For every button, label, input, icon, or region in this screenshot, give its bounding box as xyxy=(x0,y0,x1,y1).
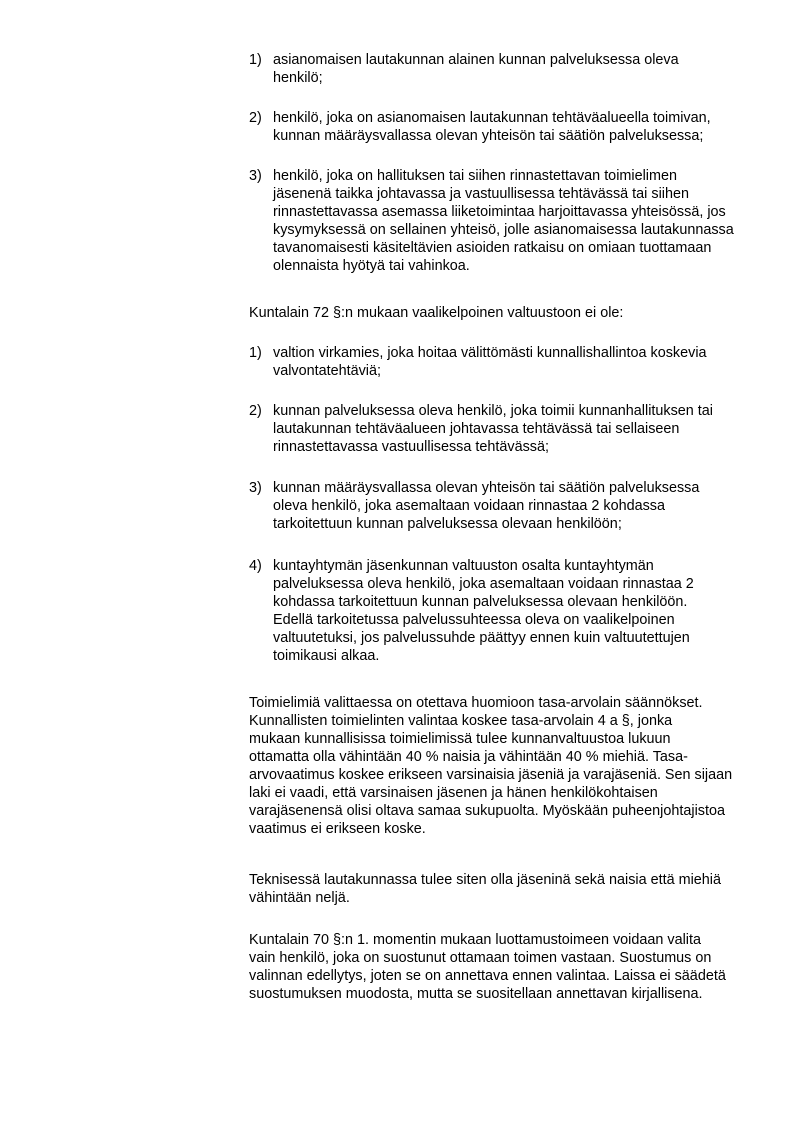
list-number: 1) xyxy=(249,52,262,68)
text-line: laki ei vaadi, että varsinaisen jäsenen ja hänen henkilökohtaisen xyxy=(249,785,658,801)
text-line: toimikausi alkaa. xyxy=(273,648,380,664)
list-2-item-2 xyxy=(249,402,749,456)
list-2-item-1 xyxy=(249,344,749,380)
text-line: mukaan kunnallisissa toimielimissä tulee kunnanvaltuustoa lukuun xyxy=(249,731,671,747)
text-line: jäsenenä taikka johtavassa ja vastuullisessa tehtävässä tai siihen xyxy=(273,186,689,202)
text-line: asianomaisen lautakunnan alainen kunnan palveluksessa oleva xyxy=(273,52,679,68)
list-1-item-3 xyxy=(249,167,749,275)
list-number: 3) xyxy=(249,168,262,184)
text-line: Teknisessä lautakunnassa tulee siten olla jäseninä sekä naisia että miehiä xyxy=(249,872,721,888)
text-line: valvontatehtäviä; xyxy=(273,363,382,379)
list-number: 4) xyxy=(249,558,262,574)
paragraph-equality xyxy=(249,694,749,838)
text-line: valinnan edellytys, joten se on annettava ennen valintaa. Laissa ei säädetä xyxy=(249,968,726,984)
text-line: Kunnallisten toimielinten valintaa koskee tasa-arvolain 4 a §, jonka xyxy=(249,713,673,729)
text-line: kunnan määräysvallassa olevan yhteisön tai säätiön palveluksessa; xyxy=(273,128,704,144)
paragraph-consent xyxy=(249,931,749,1003)
text-line: rinnastettavassa vastuullisessa tehtävässä; xyxy=(273,439,549,455)
text-line: henkilö, joka on hallituksen tai siihen rinnastettavan toimielimen xyxy=(273,168,677,184)
text-line: oleva henkilö, joka asemaltaan voidaan rinnastaa 2 kohdassa xyxy=(273,498,666,514)
text-line: vain henkilö, joka on suostunut ottamaan toimen vastaan. Suostumus on xyxy=(249,950,712,966)
list-1-item-2 xyxy=(249,109,749,145)
text-line: kunnan määräysvallassa olevan yhteisön tai säätiön palveluksessa xyxy=(273,480,700,496)
list-2-item-3 xyxy=(249,479,749,533)
text-line: Kuntalain 70 §:n 1. momentin mukaan luottamustoimeen voidaan valita xyxy=(249,932,701,948)
text-line: ottamatta olla vähintään 40 % naisia ja vähintään 40 % miehiä. Tasa- xyxy=(249,749,688,765)
text-line: lautakunnan tehtäväalueen johtavassa tehtävässä tai sellaiseen xyxy=(273,421,680,437)
text-line: Toimielimiä valittaessa on otettava huomioon tasa-arvolain säännökset. xyxy=(249,695,703,711)
text-line: kunnan palveluksessa oleva henkilö, joka toimii kunnanhallituksen tai xyxy=(273,403,713,419)
text-line: Edellä tarkoitetussa palvelussuhteessa oleva on vaalikelpoinen xyxy=(273,612,675,628)
list-number: 2) xyxy=(249,110,262,126)
list-1-item-1 xyxy=(249,51,749,87)
text-line: palveluksessa oleva henkilö, joka asemaltaan voidaan rinnastaa 2 xyxy=(273,576,694,592)
list-number: 1) xyxy=(249,345,262,361)
text-line: Kuntalain 72 §:n mukaan vaalikelpoinen valtuustoon ei ole: xyxy=(249,305,624,321)
list-number: 2) xyxy=(249,403,262,419)
text-line: varajäsenensä olisi oltava samaa sukupuolta. Myöskään puheenjohtajistoa xyxy=(249,803,725,819)
paragraph-eligibility-intro xyxy=(249,304,749,322)
text-line: valtuutetuksi, jos palvelussuhde päättyy ennen kuin valtuutettujen xyxy=(273,630,690,646)
text-line: suostumuksen muodosta, mutta se suositellaan annettavan kirjallisena. xyxy=(249,986,703,1002)
list-number: 3) xyxy=(249,480,262,496)
text-line: valtion virkamies, joka hoitaa välittömästi kunnallishallintoa koskevia xyxy=(273,345,707,361)
list-2-item-4 xyxy=(249,557,749,665)
text-line: tarkoitettuun kunnan palveluksessa olevaan henkilöön; xyxy=(273,516,622,532)
text-line: kohdassa tarkoitettuun kunnan palveluksessa olevaan henkilöön. xyxy=(273,594,688,610)
text-line: vaatimus ei erikseen koske. xyxy=(249,821,426,837)
text-line: arvovaatimus koskee erikseen varsinaisia jäseniä ja varajäseniä. Sen sijaan xyxy=(249,767,733,783)
text-line: kuntayhtymän jäsenkunnan valtuuston osalta kuntayhtymän xyxy=(273,558,654,574)
text-line: vähintään neljä. xyxy=(249,890,350,906)
text-line: rinnastettavassa asemassa liiketoimintaa harjoittavassa yhteisössä, jos xyxy=(273,204,726,220)
paragraph-technical-committee xyxy=(249,871,749,907)
text-line: kysymyksessä on sellainen yhteisö, jolle asianomaisessa lautakunnassa xyxy=(273,222,734,238)
text-line: henkilö; xyxy=(273,70,323,86)
text-line: tavanomaisesti käsiteltävien asioiden ratkaisu on omiaan tuottamaan xyxy=(273,240,712,256)
text-line: henkilö, joka on asianomaisen lautakunnan tehtäväalueella toimivan, xyxy=(273,110,711,126)
text-line: olennaista hyötyä tai vahinkoa. xyxy=(273,258,470,274)
